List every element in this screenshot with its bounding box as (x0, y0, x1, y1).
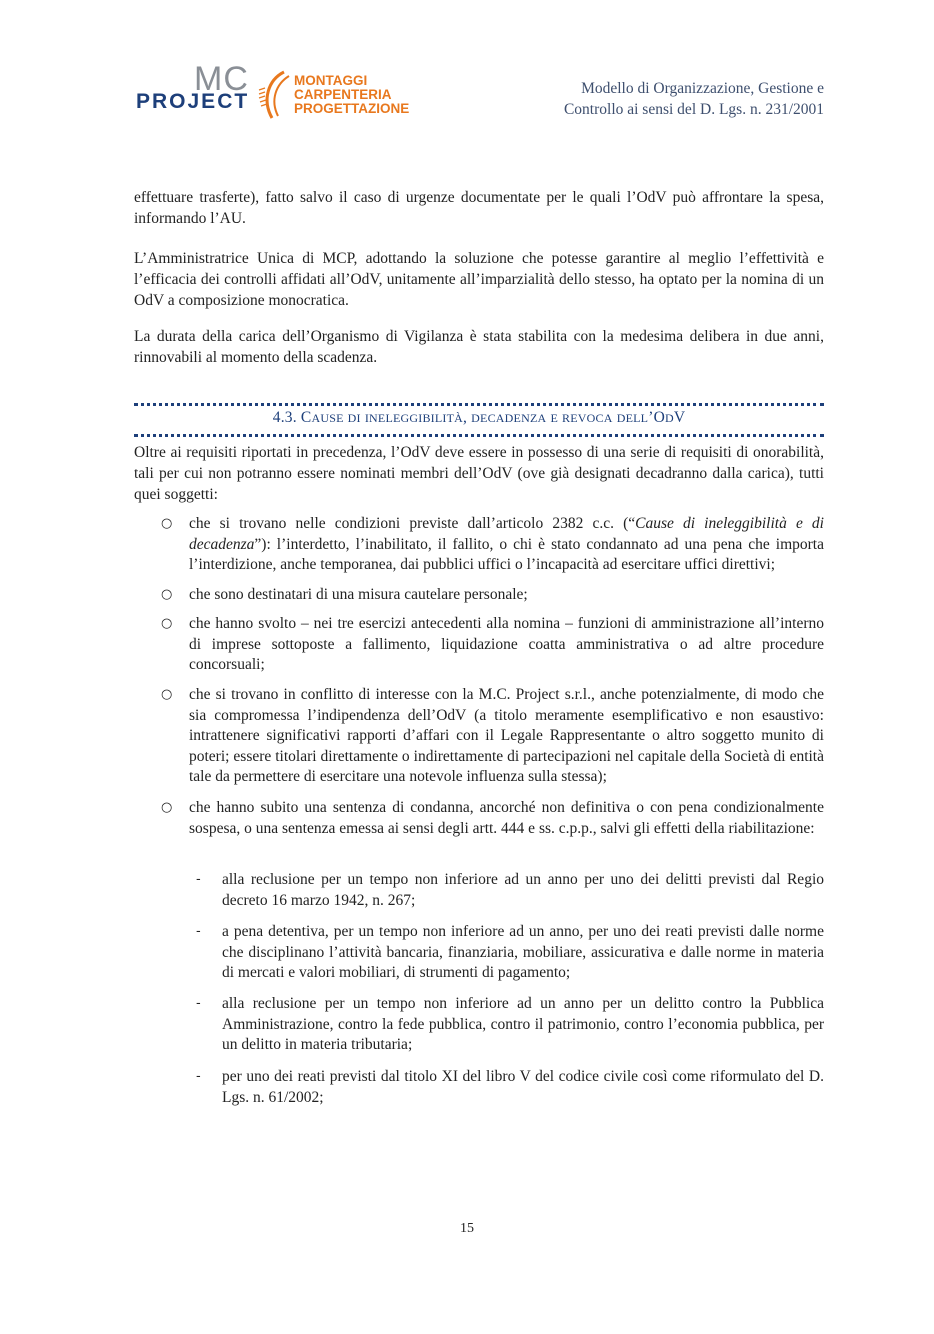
sub-list-item-text: per uno dei reati previsti dal titolo XI del libro V del codice civile così come riformulato del D. Lgs. n. 61/2002; (222, 1068, 824, 1106)
list-item-text: che si trovano in conflitto di interesse con la M.C. Project s.r.l., anche potenzialmente, di modo che sia compromessa l’indipendenza dell’OdV (a titolo meramente esemplificativo e non esaustivo: intrattenere significativi rapporti d’affari con il Legale Rappresentante o altro soggetto munito di poteri; essere titolari direttamente o indirettamente di partecipazioni nel capitale della Società di entità tale da permettere di esercitare una notevole influenza sulla stessa); (189, 686, 824, 785)
text-run: ”): l’interdetto, l’inabilitato, il fallito, o chi è stato condannato ad una pena che importa l’interdizione, anche temporanea, dai pubblici uffici o l’incapacità ad esercitare uffici direttivi; (189, 535, 824, 573)
paragraph-text: La durata della carica dell’Organismo di Vigilanza è stata stabilita con la medesima delibera in due anni, rinnovabili al momento della scadenza. (134, 328, 824, 366)
header-title-line: Modello di Organizzazione, Gestione e (581, 80, 824, 97)
section-title (134, 409, 824, 427)
company-logo (136, 60, 410, 120)
bullet-circle-icon: ○ (161, 800, 173, 815)
document-header-title (564, 78, 824, 120)
section-heading (134, 403, 824, 437)
dash-marker: - (196, 996, 201, 1011)
section-divider-top (134, 403, 824, 406)
paragraph-text: L’Amministratrice Unica di MCP, adottando la soluzione che potesse garantire al meglio l’effettività e l’efficacia dei controlli affidati all’OdV, unitamente all’imparzialità dello stesso, ha optato per la nomina di un OdV a composizione monocratica. (134, 250, 824, 309)
section-number: 4.3. (272, 409, 297, 426)
sub-list-item-text: a pena detentiva, per un tempo non inferiore ad un anno, per uno dei reati previsti dalle norme che disciplinano l’attività bancaria, finanziaria, mobiliare, assicurativa e dalle norme in materia di mercati e valori mobiliari, di strumenti di pagamento; (222, 923, 824, 981)
bullet-circle-icon: ○ (161, 587, 173, 602)
logo-tagline-line: CARPENTERIA (294, 87, 392, 102)
dash-marker: - (196, 924, 201, 939)
text-run: che si trovano nelle condizioni previste dall’articolo 2382 c.c. (“ (189, 515, 636, 532)
logo-tagline-line: MONTAGGI (294, 73, 368, 88)
intro-text: Oltre ai requisiti riportati in precedenza, l’OdV deve essere in possesso di una serie di requisiti di onorabilità, tali per cui non potranno essere nominati membri dell’OdV (ove già designati decadranno dalla carica), tutti quei soggetti: (134, 444, 824, 503)
paragraph (134, 326, 824, 368)
dash-marker: - (196, 872, 201, 887)
header-title-line: Controllo ai sensi del D. Lgs. n. 231/2001 (563, 101, 824, 118)
page-number: 15 (460, 1221, 474, 1236)
dash-marker: - (196, 1069, 201, 1084)
logo-tagline-line: PROGETTAZIONE (294, 101, 410, 116)
section-intro (134, 442, 824, 505)
logo-mc: MC (194, 60, 249, 98)
section-divider-bottom (134, 434, 824, 437)
paragraph (134, 187, 824, 229)
italic-citation: Cause di ineleggibilità e di decadenza (189, 515, 824, 553)
list-item-text: che sono destinatari di una misura cautelare personale; (189, 586, 528, 603)
bullet-circle-icon: ○ (161, 516, 173, 531)
sub-list-item-text: alla reclusione per un tempo non inferiore ad un anno per un delitto contro la Pubblica Amministrazione, contro la fede pubblica, contro il patrimonio, contro l’economia pubblica, per un delitto in materia tributaria; (222, 995, 824, 1053)
logo-project: PROJECT (136, 90, 250, 113)
list-item-text: che hanno subito una sentenza di condanna, ancorché non definitiva o con pena condizionalmente sospesa, o una sentenza emessa ai sensi degli artt. 444 e ss. c.p.p., salvi gli effetti della riabilitazione: (189, 799, 824, 837)
list-item-text (189, 514, 824, 576)
sub-list-item-text: alla reclusione per un tempo non inferiore ad un anno per uno dei delitti previsti dal Regio decreto 16 marzo 1942, n. 267; (222, 871, 824, 909)
bullet-circle-icon: ○ (161, 616, 173, 631)
paragraph (134, 248, 824, 311)
paragraph-text: effettuare trasferte), fatto salvo il caso di urgenze documentate per le quali l’OdV può affrontare la spesa, informando l’AU. (134, 189, 824, 227)
bullet-circle-icon: ○ (161, 687, 173, 702)
logo-tagline (294, 74, 409, 116)
section-title-text: CAUSE DI INELEGGIBILITÀ, DECADENZA E REVOCA DELL’ODV (300, 409, 686, 426)
logo-swirl-icon (256, 70, 292, 120)
list-item-text: che hanno svolto – nei tre esercizi antecedenti alla nomina – funzioni di amministrazione all’interno di imprese sottoposte a fallimento, liquidazione coatta amministrativa o ad altre procedure concorsuali; (189, 615, 824, 673)
